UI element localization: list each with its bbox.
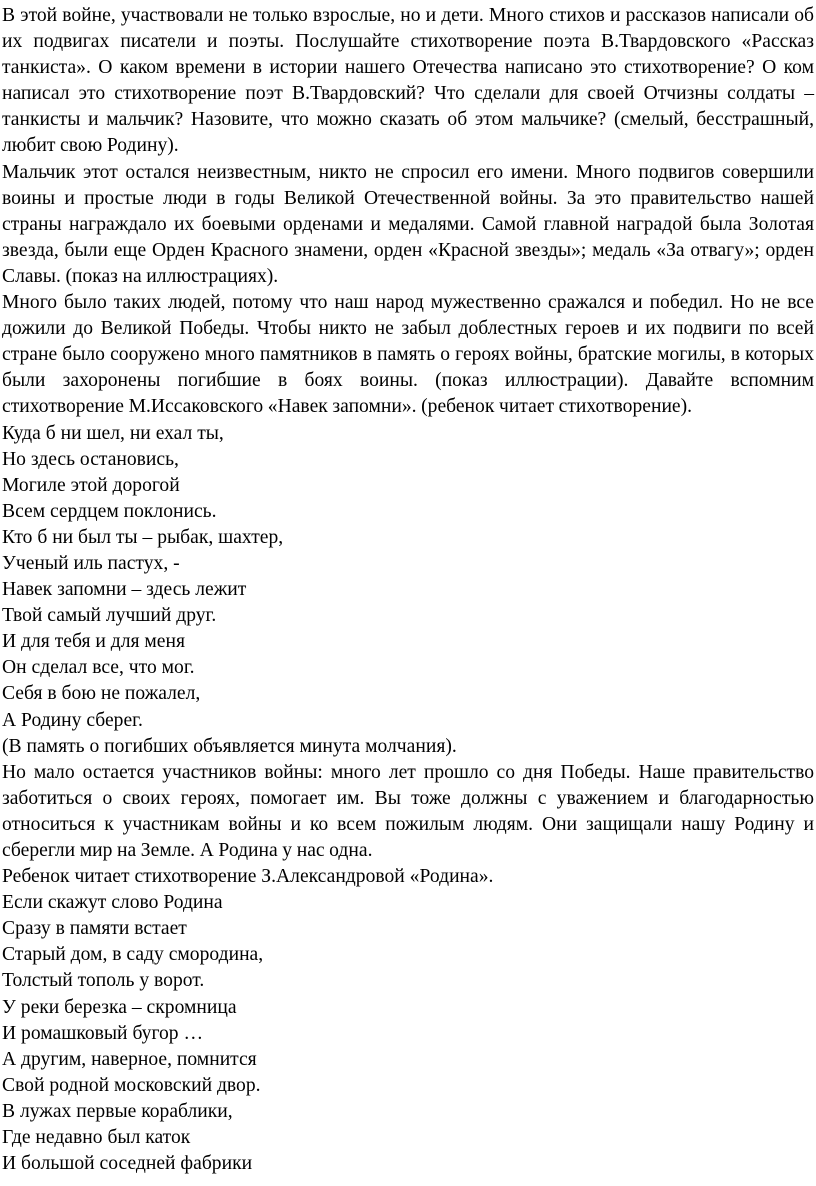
poem-line: Могиле этой дорогой: [2, 474, 180, 496]
poem-line: Себя в бою не пожалел,: [2, 683, 201, 705]
poem-rodina: [2, 890, 814, 1177]
poem-line: Он сделал все, что мог.: [2, 657, 195, 679]
poem-line: Но здесь остановись,: [2, 448, 179, 470]
poem-line: У реки березка – скромница: [2, 996, 237, 1018]
paragraph-veterans: Но мало остается участников войны: много лет прошло со дня Победы. Наше правительство заботиться о своих героях, помогает им. Вы тоже должны с уважением и благодарностью относиться к участникам войны и ко всем пожилым людям. Они защищали нашу Родину и сберегли мир на Земле. А Родина у нас одна.: [2, 761, 814, 861]
paragraph-awards: Мальчик этот остался неизвестным, никто не спросил его имени. Много подвигов совершили воины и простые люди в годы Великой Отечественной войны. За это правительство нашей страны награждало их боевыми орденами и медалями. Самой главной наградой была Золотая звезда, были еще Орден Красного знамени, орден «Красной звезды»; медаль «За отвагу»; орден Славы. (показ на иллюстрациях).: [2, 161, 814, 287]
poem-line: Сразу в памяти встает: [2, 918, 187, 940]
poem-line: В лужах первые кораблики,: [2, 1100, 233, 1122]
poem-line: Твой самый лучший друг.: [2, 605, 217, 627]
stage-direction: (В память о погибших объявляется минута молчания).: [2, 735, 457, 757]
poem-line: Куда б ни шел, ни ехал ты,: [2, 422, 224, 444]
poem-line: А Родину сберег.: [2, 709, 143, 731]
poem-line: И для тебя и для меня: [2, 631, 185, 653]
poem-line: Навек запомни – здесь лежит: [2, 579, 247, 601]
poem-line: Ученый иль пастух, -: [2, 552, 180, 574]
poem-line: И большой соседней фабрики: [2, 1153, 253, 1175]
poem-line: И ромашковый бугор …: [2, 1022, 204, 1044]
poem-navek-zapomni: [2, 421, 814, 734]
poem-line: Где недавно был каток: [2, 1127, 191, 1149]
poem-line: Старый дом, в саду смородина,: [2, 944, 264, 966]
poem-line: Кто б ни был ты – рыбак, шахтер,: [2, 526, 284, 548]
poem-line: Если скажут слово Родина: [2, 892, 223, 914]
poem-line: Всем сердцем поклонись.: [2, 500, 217, 522]
poem-line: Свой родной московский двор.: [2, 1074, 261, 1096]
paragraph-intro: В этой войне, участвовали не только взрослые, но и дети. Много стихов и рассказов написали об их подвигах писатели и поэты. Послушайте стихотворение поэта В.Твардовского «Рассказ танкиста». О каком времени в истории нашего Отечества написано это стихотворение? О ком написал это стихотворение поэт В.Твардовский? Что сделали для своей Отчизны солдаты – танкисты и мальчик? Назовите, что можно сказать об этом мальчике? (смелый, бесстрашный, любит свою Родину).: [2, 5, 814, 157]
poem-line: А другим, наверное, помнится: [2, 1048, 257, 1070]
stage-direction: Ребенок читает стихотворение З.Александровой «Родина».: [2, 866, 494, 888]
poem-line: Толстый тополь у ворот.: [2, 970, 205, 992]
paragraph-monuments: Много было таких людей, потому что наш народ мужественно сражался и победил. Но не все дожили до Великой Победы. Чтобы никто не забыл доблестных героев и их подвиги по всей стране было сооружено много памятников в память о героях войны, братские могилы, в которых были захоронены погибшие в боях воины. (показ иллюстрации). Давайте вспомним стихотворение М.Иссаковского «Навек запомни». (ребенок читает стихотворение).: [2, 292, 814, 418]
